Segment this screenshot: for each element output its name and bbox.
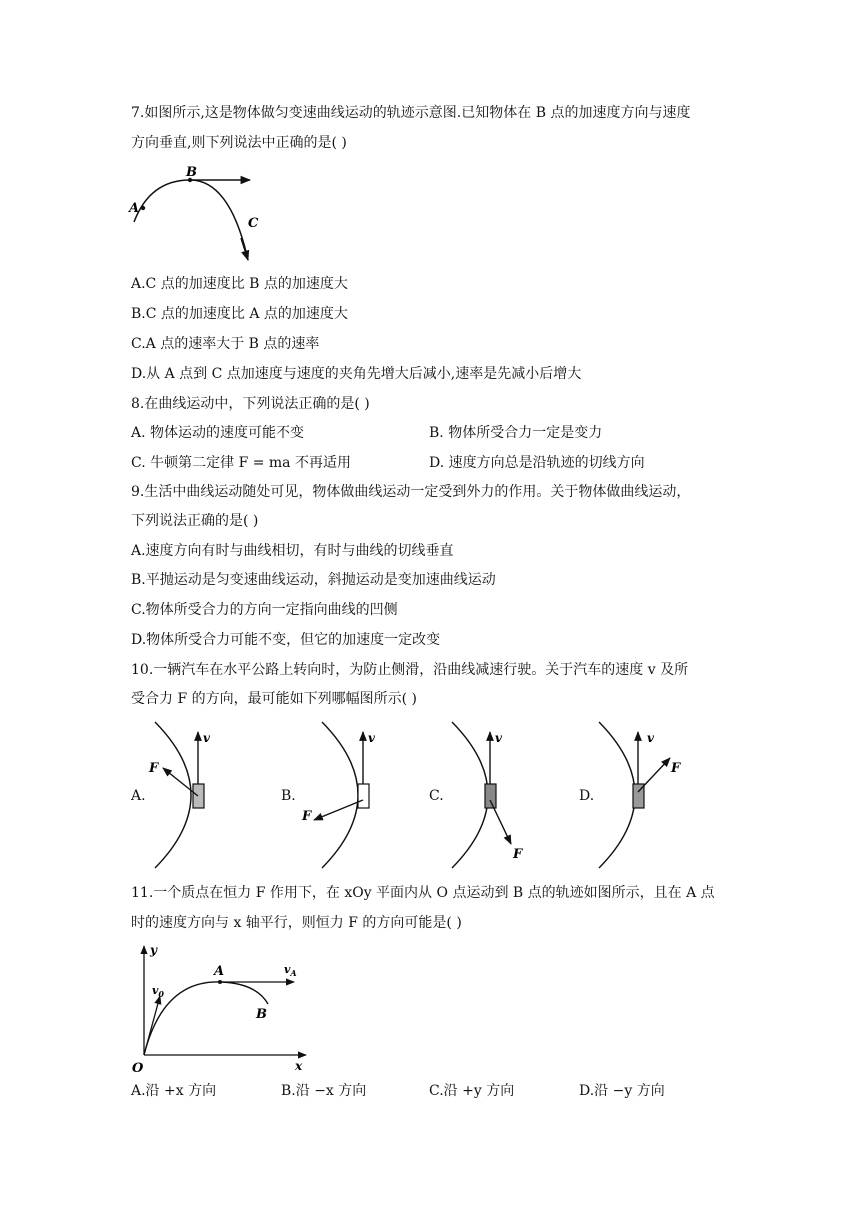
q11-stem-line1: 11.一个质点在恒力 F 作用下，在 xOy 平面内从 O 点运动到 B 点的轨迹如图所示，且在 A 点 bbox=[131, 885, 715, 901]
q11-label-b: B bbox=[256, 1007, 267, 1022]
q7-option-a: A.C 点的加速度比 B 点的加速度大 bbox=[131, 276, 348, 292]
q11-label-o: O bbox=[132, 1061, 144, 1076]
q11-option-c: C.沿 +y 方向 bbox=[429, 1083, 515, 1099]
q7-trajectory-figure bbox=[128, 160, 268, 270]
q10-option-c-label: C. bbox=[429, 788, 444, 804]
q8-option-c: C. 牛顿第二定律 F = ma 不再适用 bbox=[131, 455, 351, 471]
q11-point-a bbox=[218, 980, 222, 984]
q10-b-v-label: v bbox=[368, 731, 375, 745]
q10-b-f-label: F bbox=[302, 809, 312, 824]
q10-figure-d bbox=[594, 720, 694, 870]
q7-option-c: C.A 点的速率大于 B 点的速率 bbox=[131, 336, 320, 352]
q7-label-a: A bbox=[129, 201, 140, 216]
q7-label-c: C bbox=[248, 216, 259, 231]
q11-coordinate-figure bbox=[128, 940, 318, 1080]
q8-option-b: B. 物体所受合力一定是变力 bbox=[429, 425, 603, 441]
q10-figure-b bbox=[296, 720, 396, 870]
q11-option-d: D.沿 −y 方向 bbox=[579, 1083, 665, 1099]
q10-figure-c bbox=[444, 720, 544, 870]
q8-stem: 8.在曲线运动中，下列说法正确的是( ) bbox=[131, 396, 370, 412]
q11-label-x: x bbox=[295, 1059, 303, 1073]
q10-stem-line2: 受合力 F 的方向，最可能如下列哪幅图所示( ) bbox=[131, 691, 417, 707]
q10-option-b-label: B. bbox=[281, 788, 296, 804]
q9-option-c: C.物体所受合力的方向一定指向曲线的凹侧 bbox=[131, 602, 398, 618]
q8-option-d: D. 速度方向总是沿轨迹的切线方向 bbox=[429, 455, 645, 471]
q11-v0-arrow bbox=[144, 996, 160, 1055]
q7-option-b: B.C 点的加速度比 A 点的加速度大 bbox=[131, 306, 348, 322]
q10-figure-a bbox=[145, 720, 235, 870]
q10-c-f-label: F bbox=[513, 847, 523, 862]
q10-option-a-label: A. bbox=[131, 788, 146, 804]
q9-stem-line2: 下列说法正确的是( ) bbox=[131, 513, 259, 529]
q9-option-a: A.速度方向有时与曲线相切，有时与曲线的切线垂直 bbox=[131, 543, 454, 559]
q7-label-b: B bbox=[186, 165, 197, 180]
q11-option-b: B.沿 −x 方向 bbox=[281, 1083, 367, 1099]
q11-label-y: y bbox=[150, 943, 157, 957]
q11-stem-line2: 时的速度方向与 x 轴平行，则恒力 F 的方向可能是( ) bbox=[131, 915, 462, 931]
q7-point-a bbox=[141, 206, 145, 210]
q7-option-d: D.从 A 点到 C 点加速度与速度的夹角先增大后减小,速率是先减小后增大 bbox=[131, 366, 582, 382]
q10-d-f-label: F bbox=[671, 761, 681, 776]
q10-option-d-label: D. bbox=[579, 788, 595, 804]
q11-label-v0: $v_0$ bbox=[152, 984, 164, 999]
q10-d-v-label: v bbox=[647, 731, 654, 745]
q10-a-f-label: F bbox=[149, 761, 159, 776]
q11-option-a: A.沿 +x 方向 bbox=[131, 1083, 217, 1099]
q11-label-va: $v_A$ bbox=[284, 963, 297, 978]
q7-stem-line2: 方向垂直,则下列说法中正确的是( ) bbox=[131, 135, 347, 151]
q10-a-v-label: v bbox=[203, 731, 210, 745]
q10-c-v-label: v bbox=[495, 731, 502, 745]
q7-arrow-c bbox=[241, 238, 248, 260]
q9-option-d: D.物体所受合力可能不变，但它的加速度一定改变 bbox=[131, 632, 441, 648]
q9-option-b: B.平抛运动是匀变速曲线运动，斜抛运动是变加速曲线运动 bbox=[131, 572, 496, 588]
q7-curve bbox=[134, 180, 248, 260]
q8-option-a: A. 物体运动的速度可能不变 bbox=[131, 425, 305, 441]
q7-stem-line1: 7.如图所示,这是物体做匀变速曲线运动的轨迹示意图.已知物体在 B 点的加速度方向与速度 bbox=[131, 105, 691, 121]
q9-stem-line1: 9.生活中曲线运动随处可见，物体做曲线运动一定受到外力的作用。关于物体做曲线运动， bbox=[131, 484, 691, 500]
q10-stem-line1: 10.一辆汽车在水平公路上转向时，为防止侧滑，沿曲线减速行驶。关于汽车的速度 v 及所 bbox=[131, 662, 689, 678]
q11-label-a: A bbox=[214, 964, 225, 979]
